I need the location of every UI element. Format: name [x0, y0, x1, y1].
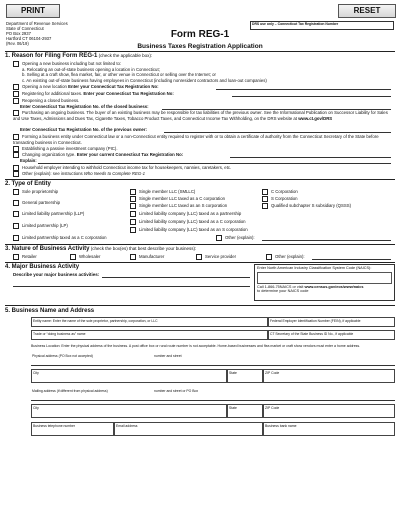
section-2-heading: 2. Type of Entity — [5, 181, 51, 187]
current-registration-input[interactable] — [230, 157, 391, 158]
section-1-heading — [5, 53, 152, 59]
reason-label: Registering for additional taxes. — [22, 91, 84, 97]
describe-activities-input[interactable] — [102, 277, 250, 278]
activity-label: Service provider — [205, 254, 237, 260]
reason-label: Other (explain): see instructions — [22, 171, 84, 177]
agency-line: (Rev. 06/19) — [6, 41, 29, 46]
reason-prompt: Enter your Connecticut Tax Registration No: — [68, 84, 159, 90]
activity-wholesaler-checkbox[interactable] — [70, 254, 76, 260]
naics-box — [254, 264, 395, 301]
field-label: Mailing address (if different from physical address) — [32, 388, 108, 393]
reason-sublabel: a. Relocating an out-of-state business opening a location in Connecticut; — [22, 66, 160, 72]
reason-label: Opening a new business including but not limited to: — [22, 61, 122, 67]
activity-label: Wholesaler — [79, 254, 101, 260]
field-label: City — [33, 405, 39, 410]
entity-checkbox[interactable] — [13, 223, 19, 229]
divider — [5, 262, 395, 263]
entity-checkbox[interactable] — [130, 219, 136, 225]
agency-line: Hartford CT 06104-2937 — [6, 36, 52, 41]
reason-sublabel: c. An existing out-of-state business having employees in Connecticut (including nonresident contractors and loan-out companies) — [22, 77, 267, 83]
entity-label: Single member LLC taxed as a C corporation — [139, 196, 225, 202]
agency-line: Department of Revenue Services — [6, 21, 68, 26]
entity-checkbox[interactable] — [130, 227, 136, 233]
reason-prompt: Enter Connecticut Tax Registration No. of the closed business: — [20, 103, 149, 109]
entity-label: Single member LLC taxed as an S corporation — [139, 203, 228, 209]
instructions-reference: Who Needs to Complete REG-1 — [83, 171, 145, 177]
fein-field[interactable] — [268, 317, 395, 327]
field-label: Business telephone number — [33, 423, 76, 428]
form-title: Form REG-1 — [170, 29, 230, 40]
reason-label: Forming a business entity under Connecticut law or a non-Connecticut entity required to register with or to obtain a certificate of authority from the Connecticut Secretary of the State before transacting business in Connecticut. — [13, 134, 379, 145]
reason-additional-taxes-checkbox[interactable] — [13, 91, 19, 97]
physical-address-input[interactable] — [31, 365, 395, 366]
field-label: Business bank name — [265, 423, 297, 428]
field-label: Physical address (PO Box not accepted) — [32, 353, 93, 358]
entity-label: Other (explain): — [225, 235, 255, 241]
field-label: State — [229, 405, 237, 410]
field-label: number and street — [154, 353, 182, 358]
number-street-label — [153, 353, 395, 361]
entity-checkbox[interactable] — [130, 196, 136, 202]
telephone-field[interactable] — [31, 422, 114, 436]
print-button[interactable]: PRINT — [6, 4, 60, 18]
reason-label: Changing organization type. — [22, 152, 77, 158]
entity-checkbox[interactable] — [130, 189, 136, 195]
activity-other-input[interactable] — [312, 259, 391, 260]
reason-forming-entity — [13, 134, 395, 145]
field-label: Federal Employer Identification Number (FEIN), if applicable — [270, 318, 361, 323]
explain-input[interactable] — [38, 163, 391, 164]
divider — [5, 244, 395, 245]
reason-other-checkbox[interactable] — [13, 171, 19, 177]
physical-address-label — [31, 353, 153, 361]
section-3-heading — [5, 246, 196, 252]
entity-checkbox[interactable] — [130, 203, 136, 209]
reason-new-business-checkbox[interactable] — [13, 61, 19, 67]
tax-registration-input[interactable] — [216, 89, 391, 90]
reason-new-location-checkbox[interactable] — [13, 84, 19, 90]
entity-label: Qualified subchapter S subsidiary (QSSS) — [271, 203, 352, 209]
section-5-heading: 5. Business Name and Address — [5, 308, 95, 314]
divider — [5, 51, 395, 52]
mailing-address-label — [31, 388, 153, 396]
entity-other-checkbox[interactable] — [216, 235, 222, 241]
reason-label: Household employer intending to withhold Connecticut income tax for housekeepers, nannies, caretakers, etc. — [22, 165, 232, 171]
mailing-zip-field[interactable] — [263, 404, 395, 418]
field-label: CT Secretary of the State Business ID No., if applicable — [270, 331, 354, 336]
location-note: Business Location: Enter the physical address of the business. A post office box or rural route number is not acceptable. Home-based businesses and flea market or craft show vendors must enter a home address. — [31, 344, 361, 348]
describe-activities-input[interactable] — [13, 286, 250, 287]
entity-checkbox[interactable] — [13, 211, 19, 217]
physical-state-field[interactable] — [227, 369, 263, 383]
entity-checkbox[interactable] — [262, 196, 268, 202]
mailing-address-input[interactable] — [31, 400, 395, 401]
entity-checkbox[interactable] — [13, 189, 19, 195]
field-label: number and street or PO Box — [154, 388, 199, 393]
entity-label: Single member LLC (SMLLC) — [139, 189, 196, 195]
entity-label: Limited partnership taxed as a C corporation — [22, 235, 107, 241]
reason-purchasing — [13, 110, 395, 121]
section-3-note: (check the box(es) that best describe your business): — [89, 246, 197, 251]
physical-zip-field[interactable] — [263, 369, 395, 383]
entity-checkbox[interactable] — [262, 189, 268, 195]
activity-label: Manufacturer — [139, 254, 165, 260]
entity-label: Limited liability company (LLC) taxed as an S corporation — [139, 227, 248, 233]
naics-help: Call 1-866-75NAICS or visit — [257, 284, 305, 289]
entity-checkbox[interactable] — [13, 235, 19, 241]
physical-city-field[interactable] — [31, 369, 227, 383]
reason-sublabel: b. Selling at a craft show, flea market, fair, or other venue in Connecticut or selling over the Internet; or — [22, 72, 216, 77]
mailing-city-field[interactable] — [31, 404, 227, 418]
activity-manufacturer-checkbox[interactable] — [130, 254, 136, 260]
reason-label: Purchasing an ongoing business. The buyer of an existing business may be responsible for tax liabilities of the previous owner. See the Informational Publication on Successor Liability for Sales and Use Taxes, Admissions and Dues Tax, Cigarette Taxes, Tobacco Product Taxes, and Connecticut Income Tax Withholding, on the DRS website at — [13, 110, 388, 121]
sots-id-field[interactable] — [268, 330, 395, 340]
bank-name-field[interactable] — [263, 422, 395, 436]
field-label: ZIP Code — [265, 370, 280, 375]
field-label: Entity name: Enter the name of the sole proprietor, partnership, corporation, or LLC — [33, 318, 158, 323]
activity-service-provider-checkbox[interactable] — [196, 254, 202, 260]
agency-line: PO Box 2937 — [6, 31, 31, 36]
divider — [5, 305, 395, 306]
drs-website-link[interactable]: www.ct.gov/DRS — [298, 116, 333, 121]
entity-label: C Corporation — [271, 189, 298, 195]
activity-label: Other (explain): — [275, 254, 305, 260]
activity-label: Retailer — [22, 254, 37, 260]
reason-label: Reopening a closed business. — [22, 98, 80, 104]
field-label: State — [229, 370, 237, 375]
entity-label: Limited liability company (LLC) taxed as a partnership — [139, 211, 242, 217]
reason-reopening-checkbox[interactable] — [13, 98, 19, 104]
mailing-state-field[interactable] — [227, 404, 263, 418]
entity-name-field[interactable] — [31, 317, 268, 327]
number-street-po-label — [153, 388, 395, 396]
entity-label: Sole proprietorship — [22, 189, 59, 195]
section-1-note: (check the applicable box): — [97, 53, 153, 58]
section-4-heading: 4. Major Business Activity — [5, 264, 80, 270]
reason-prompt: Enter your Connecticut Tax Registration No: — [83, 91, 174, 97]
entity-other-input[interactable] — [262, 240, 391, 241]
entity-label: Limited liability company (LLC) taxed as a C corporation — [139, 219, 246, 225]
divider — [5, 179, 395, 180]
reason-label: Establishing a passive investment company (PIC). — [22, 146, 118, 152]
reason-prompt: Enter Connecticut Tax Registration No. of the previous owner: — [20, 127, 147, 132]
naics-label: Enter North American Industry Classification System Code (NAICS): — [257, 266, 372, 270]
entity-label: Limited liability partnership (LLP) — [22, 211, 85, 217]
naics-help: to determine your NAICS code — [257, 289, 309, 294]
section-1-title: 1. Reason for Filing Form REG-1 — [5, 53, 98, 59]
field-label: Email address — [116, 423, 138, 428]
trade-name-field[interactable] — [31, 330, 268, 340]
tax-registration-input[interactable] — [232, 96, 391, 97]
field-label: City — [33, 370, 39, 375]
email-field[interactable] — [114, 422, 263, 436]
describe-activities-label: Describe your major business activities: — [13, 272, 100, 277]
previous-owner-registration-input[interactable] — [164, 132, 391, 133]
entity-checkbox[interactable] — [130, 211, 136, 217]
reason-changing-org-checkbox[interactable] — [13, 152, 19, 158]
entity-label: S Corporation — [271, 196, 298, 202]
field-label: Trade or “doing business as” name — [33, 331, 86, 336]
reason-prompt: Enter your current Connecticut Tax Registration No: — [76, 152, 184, 158]
drs-use-label: DRS use only – Connecticut Tax Registration Number — [252, 22, 339, 26]
reason-label: Opening a new location — [22, 84, 69, 90]
reset-button[interactable]: RESET — [338, 4, 396, 18]
section-3-title: 3. Nature of Business Activity — [5, 246, 90, 252]
field-label: ZIP Code — [265, 405, 280, 410]
entity-checkbox[interactable] — [13, 200, 19, 206]
entity-checkbox[interactable] — [262, 203, 268, 209]
agency-line: State of Connecticut — [6, 26, 44, 31]
explain-label: Explain: — [20, 158, 37, 163]
naics-link[interactable]: www.census.gov/eos/www/naics — [304, 284, 364, 289]
naics-code-input[interactable] — [257, 272, 392, 284]
activity-retailer-checkbox[interactable] — [13, 254, 19, 260]
entity-label: General partnership — [22, 200, 60, 206]
form-subtitle: Business Taxes Registration Application — [137, 43, 263, 50]
entity-label: Limited partnership (LP) — [22, 223, 68, 229]
activity-other-checkbox[interactable] — [266, 254, 272, 260]
